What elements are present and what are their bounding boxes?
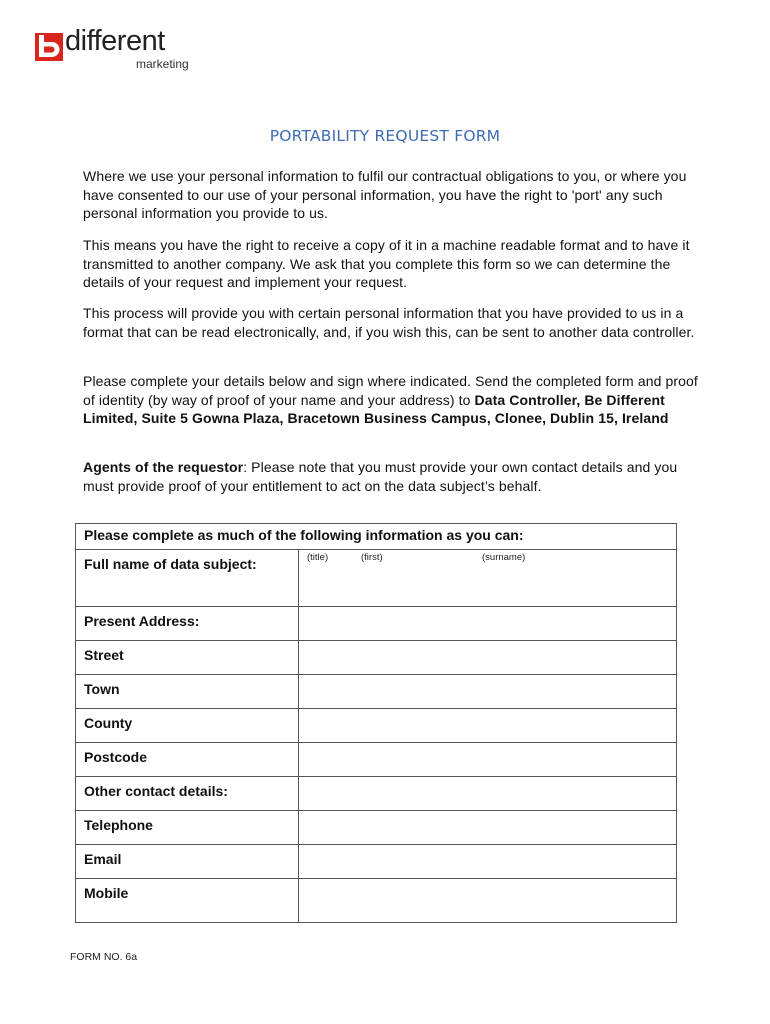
surname-hint: (surname) bbox=[482, 552, 526, 563]
present-address-label: Present Address: bbox=[76, 607, 299, 641]
process-paragraph: This process will provide you with certain personal information that you have provided to us in a format that can be read electronically, and, if you wish this, can be sent to another data controller. bbox=[83, 305, 695, 340]
email-label: Email bbox=[76, 845, 299, 879]
telephone-field[interactable] bbox=[299, 811, 677, 845]
page-title: PORTABILITY REQUEST FORM bbox=[269, 127, 501, 145]
email-field[interactable] bbox=[299, 845, 677, 879]
intro-paragraph: Where we use your personal information to fulfil our contractual obligations to you, or where you have consented to our use of your personal information, you have the right to 'port' any such personal information you provide to us. bbox=[83, 168, 687, 222]
county-label: County bbox=[76, 709, 299, 743]
company-logo bbox=[35, 25, 205, 74]
full-name-label: Full name of data subject: bbox=[76, 550, 299, 607]
title-hint: (title) bbox=[307, 552, 329, 563]
other-contact-label: Other contact details: bbox=[76, 777, 299, 811]
rights-paragraph: This means you have the right to receive a copy of it in a machine readable format and to have it transmitted to another company. We ask that you complete this form so we can determine the details of your request and implement your request. bbox=[83, 237, 690, 291]
street-label: Street bbox=[76, 641, 299, 675]
controller-address: Data Controller, Be Different Limited, Suite 5 Gowna Plaza, Bracetown Business Campus, Clonee, Dublin 15, Ireland bbox=[83, 391, 669, 427]
details-form-table bbox=[75, 523, 677, 923]
postcode-field[interactable] bbox=[299, 743, 677, 777]
town-field[interactable] bbox=[299, 675, 677, 709]
other-contact-field[interactable] bbox=[299, 777, 677, 811]
mobile-label: Mobile bbox=[76, 879, 299, 923]
telephone-label: Telephone bbox=[76, 811, 299, 845]
agents-heading: Agents of the requestor bbox=[83, 459, 244, 475]
full-name-field[interactable] bbox=[299, 550, 677, 607]
instructions-text: Please complete your details below and sign where indicated. Send the completed form and proof of identity (by way of proof of your name and your address) to bbox=[83, 373, 698, 408]
mobile-field[interactable] bbox=[299, 879, 677, 923]
first-name-hint: (first) bbox=[361, 552, 383, 563]
present-address-field[interactable] bbox=[299, 607, 677, 641]
logo-wordmark: different bbox=[65, 25, 165, 57]
logo-subtitle: marketing bbox=[136, 57, 189, 71]
logo-b-mark-icon bbox=[35, 33, 63, 61]
county-field[interactable] bbox=[299, 709, 677, 743]
instructions-paragraph bbox=[83, 372, 703, 428]
form-header: Please complete as much of the following information as you can: bbox=[76, 524, 677, 550]
agents-text: : Please note that you must provide your own contact details and you must provide proof of your entitlement to act on the data subject’s behalf. bbox=[83, 459, 678, 494]
postcode-label: Postcode bbox=[76, 743, 299, 777]
form-number: FORM NO. 6a bbox=[70, 951, 138, 963]
street-field[interactable] bbox=[299, 641, 677, 675]
town-label: Town bbox=[76, 675, 299, 709]
agents-paragraph bbox=[83, 458, 703, 495]
